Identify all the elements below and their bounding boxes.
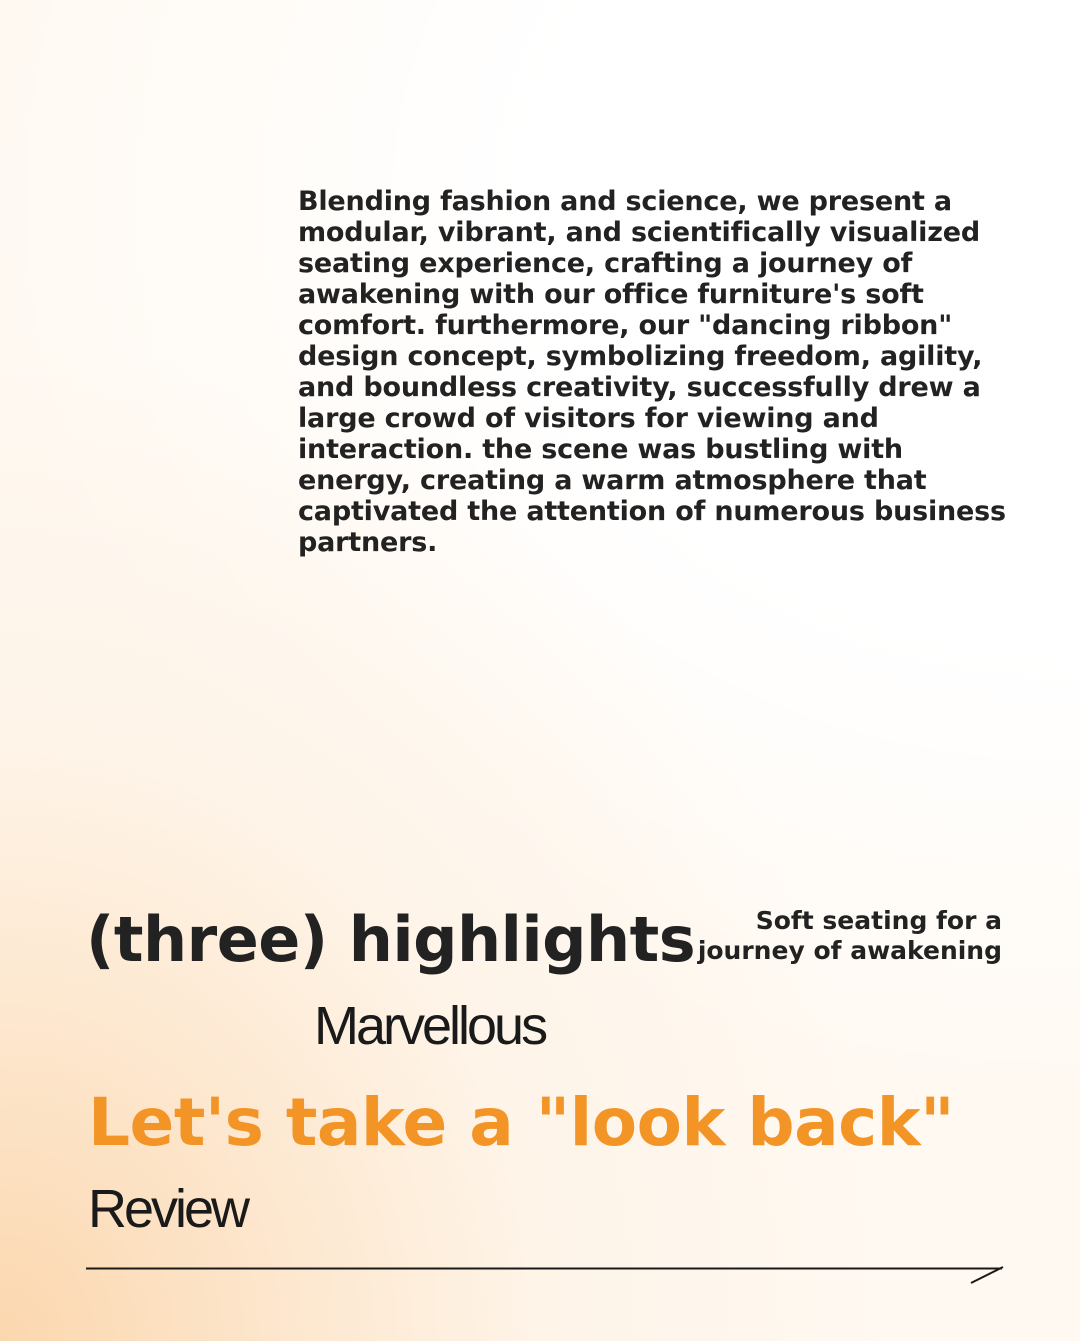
look-back-title: Let's take a "look back" [88,1084,955,1161]
review-subtitle: Review [88,1179,248,1239]
intro-paragraph: Blending fashion and science, we present a modular, vibrant, and scientifically visualized seating experience, crafting a journey of awakening with our office furniture's soft comfort. furthermore, our "dancing ribbon" design concept, symbolizing freedom, agility, and boundless creativity, successfully drew a large crowd of visitors for viewing and interaction. the scene was bustling with energy, creating a warm atmosphere that captivated the attention of numerous business partners. [298,186,1006,558]
highlights-subheading [698,906,1002,966]
marvellous-tagline: Marvellous [314,996,546,1056]
highlights-heading: (three) highlights [86,903,696,976]
highlights-subheading-line-1: Soft seating for a [755,906,1002,935]
divider-line [86,1260,1006,1290]
highlights-subheading-line-2: journey of awakening [697,936,1002,965]
